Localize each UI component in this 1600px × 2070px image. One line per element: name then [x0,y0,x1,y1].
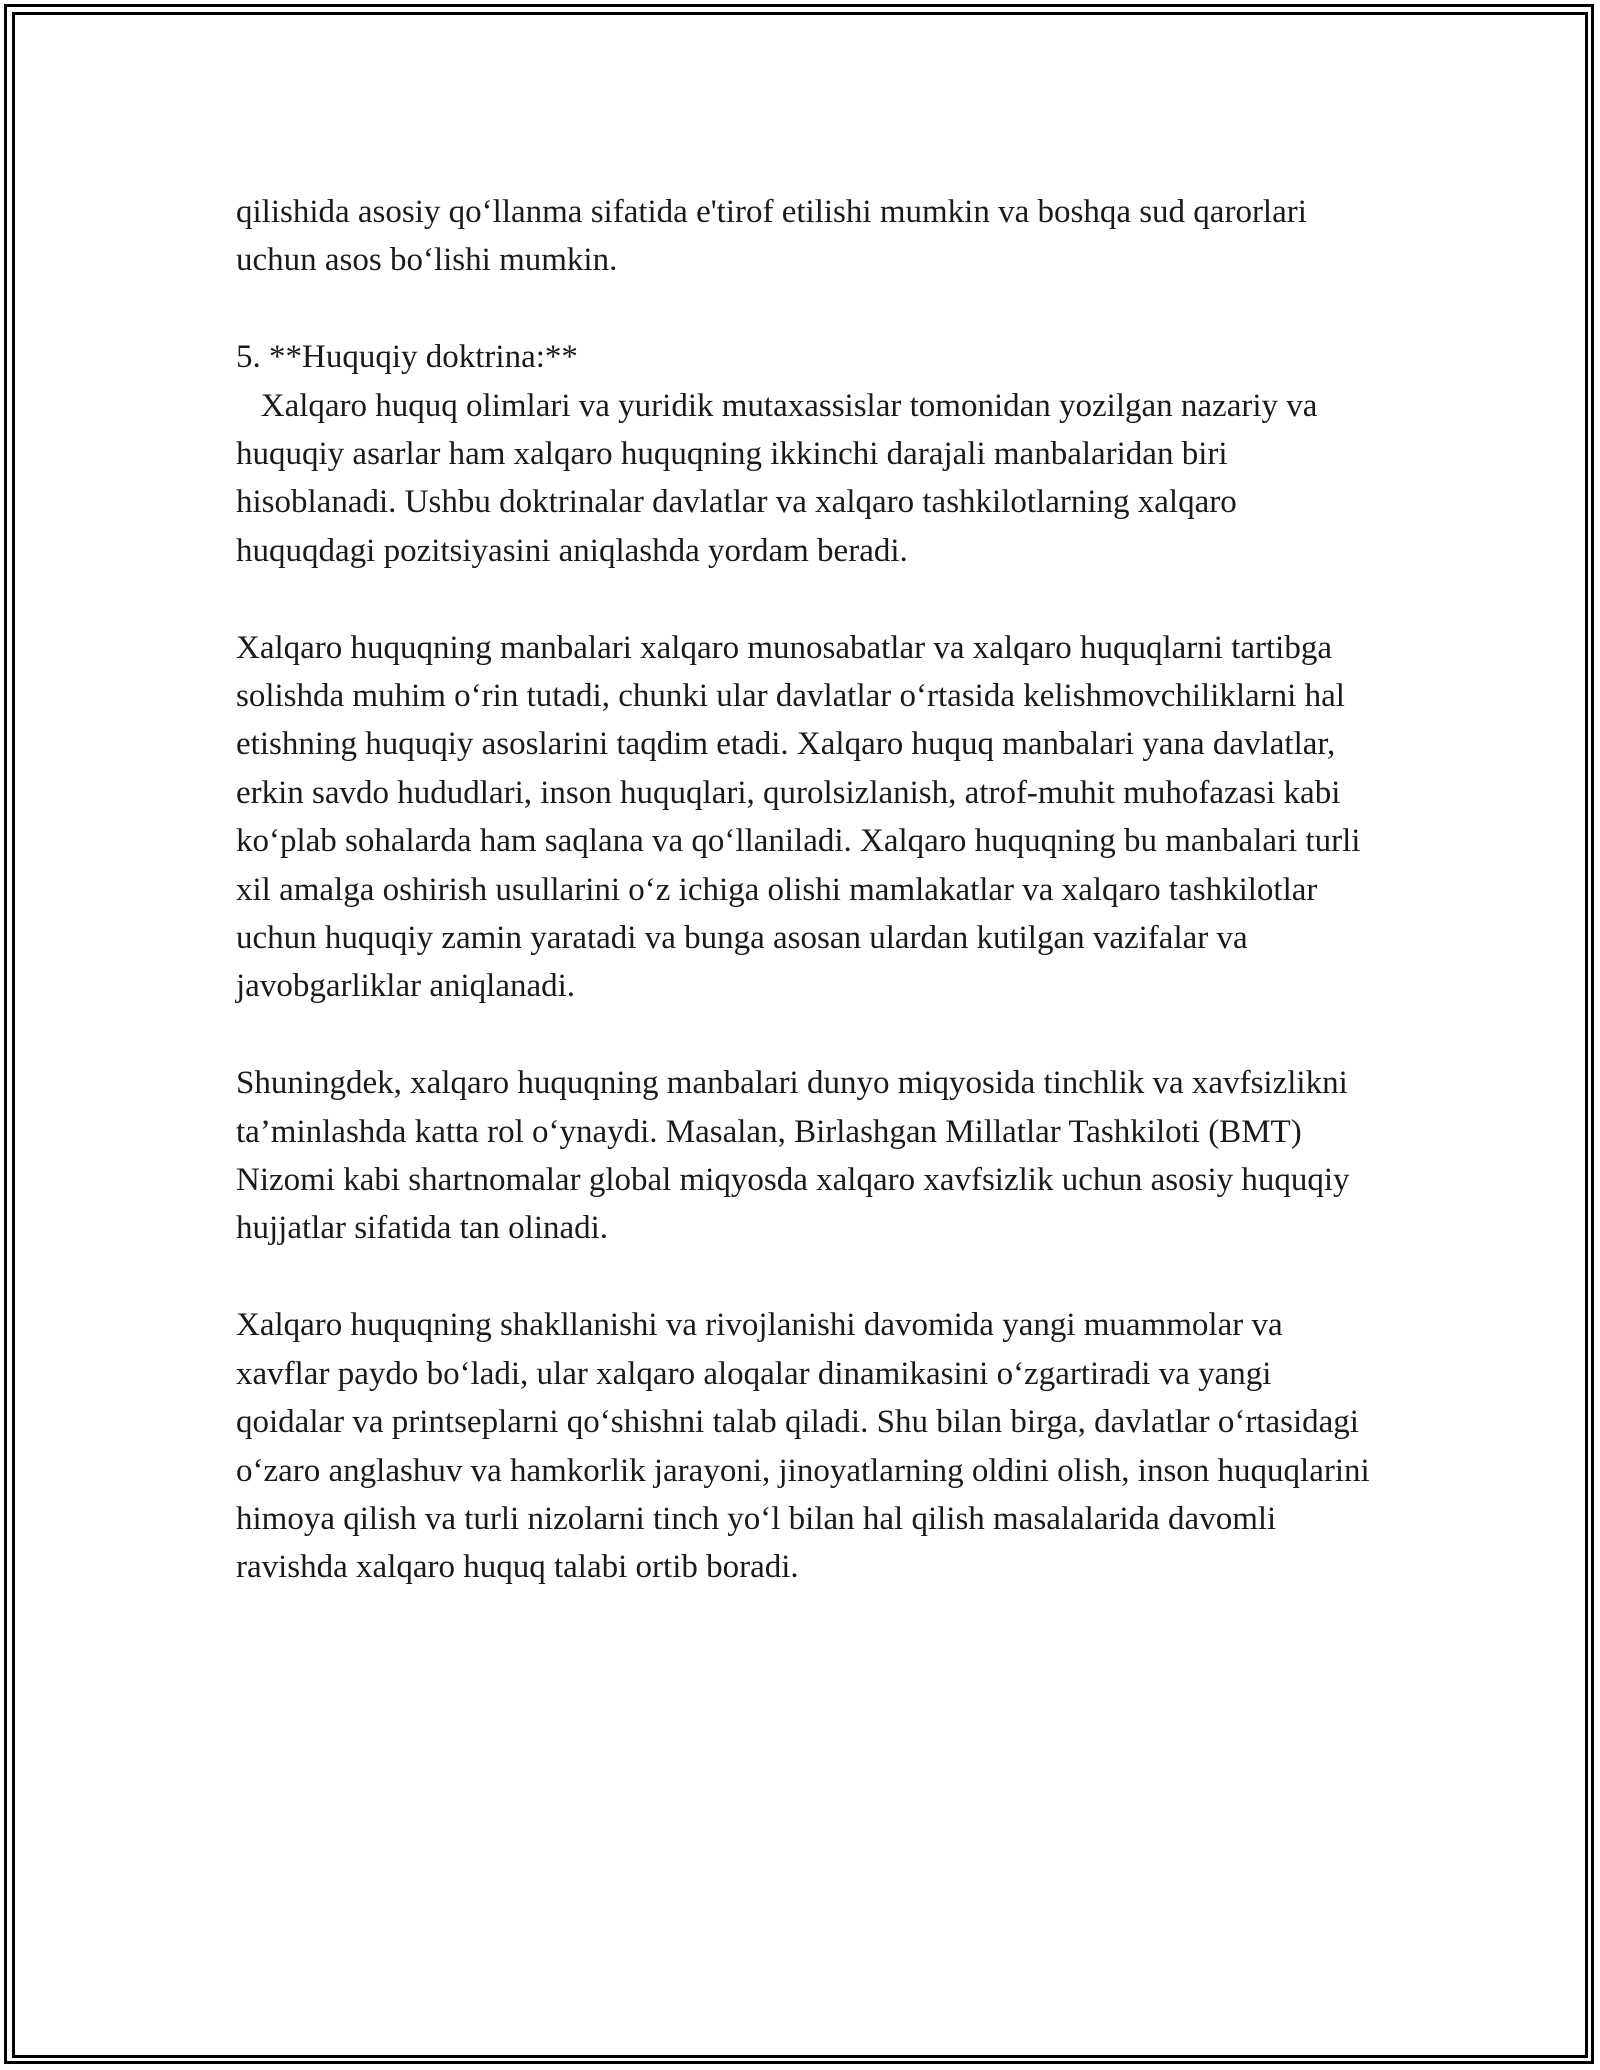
paragraph-continuation: qilishida asosiy qo‘llanma sifatida e'tirof etilishi mumkin va boshqa sud qarorlari uchun asos bo‘lishi mumkin. [236,194,1307,279]
section-legal-doctrine [236,333,1376,575]
paragraph-sources-role: Xalqaro huquqning manbalari xalqaro munosabatlar va xalqaro huquqlarni tartibga solishda muhim o‘rin tutadi, chunki ular davlatlar o‘rtasida kelishmovchiliklarni hal etishning huquqiy asoslarini taqdim etadi. Xalqaro huquq manbalari yana davlatlar, erkin savdo hududlari, inson huquqlari, qurolsizlanish, atrof-muhit muhofazasi kabi ko‘plab sohalarda ham saqlana va qo‘llaniladi. Xalqaro huquqning bu manbalari turli xil amalga oshirish usullarini o‘z ichiga olishi mamlakatlar va xalqaro tashkilotlar uchun huquqiy zamin yaratadi va bunga asosan ulardan kutilgan vazifalar va javobgarliklar aniqlanadi. [236,629,1361,1005]
paragraph-development: Xalqaro huquqning shakllanishi va rivojlanishi davomida yangi muammolar va xavflar paydo bo‘ladi, ular xalqaro aloqalar dinamikasini o‘zgartiradi va yangi qoidalar va printseplarni qo‘shishni talab qiladi. Shu bilan birga, davlatlar o‘rtasidagi o‘zaro anglashuv va hamkorlik jarayoni, jinoyatlarning oldini olish, inson huquqlarini himoya qilish va turli nizolarni tinch yo‘l bilan hal qilish masalalarida davomli ravishda xalqaro huquq talabi ortib boradi. [236,1307,1370,1586]
section-heading: 5. **Huquqiy doktrina:** [236,339,578,376]
document-body [236,188,1376,1640]
section-body: Xalqaro huquq olimlari va yuridik mutaxassislar tomonidan yozilgan nazariy va huquqiy asarlar ham xalqaro huquqning ikkinchi darajali manbalaridan biri hisoblanadi. Ushbu doktrinalar davlatlar va xalqaro tashkilotlarning xalqaro huquqdagi pozitsiyasini aniqlashda yordam beradi. [236,387,1326,569]
paragraph-peace-security: Shuningdek, xalqaro huquqning manbalari dunyo miqyosida tinchlik va xavfsizlikni ta’minlashda katta rol o‘ynaydi. Masalan, Birlashgan Millatlar Tashkiloti (BMT) Nizomi kabi shartnomalar global miqyosda xalqaro xavfsizlik uchun asosiy huquqiy hujjatlar sifatida tan olinadi. [236,1065,1350,1247]
